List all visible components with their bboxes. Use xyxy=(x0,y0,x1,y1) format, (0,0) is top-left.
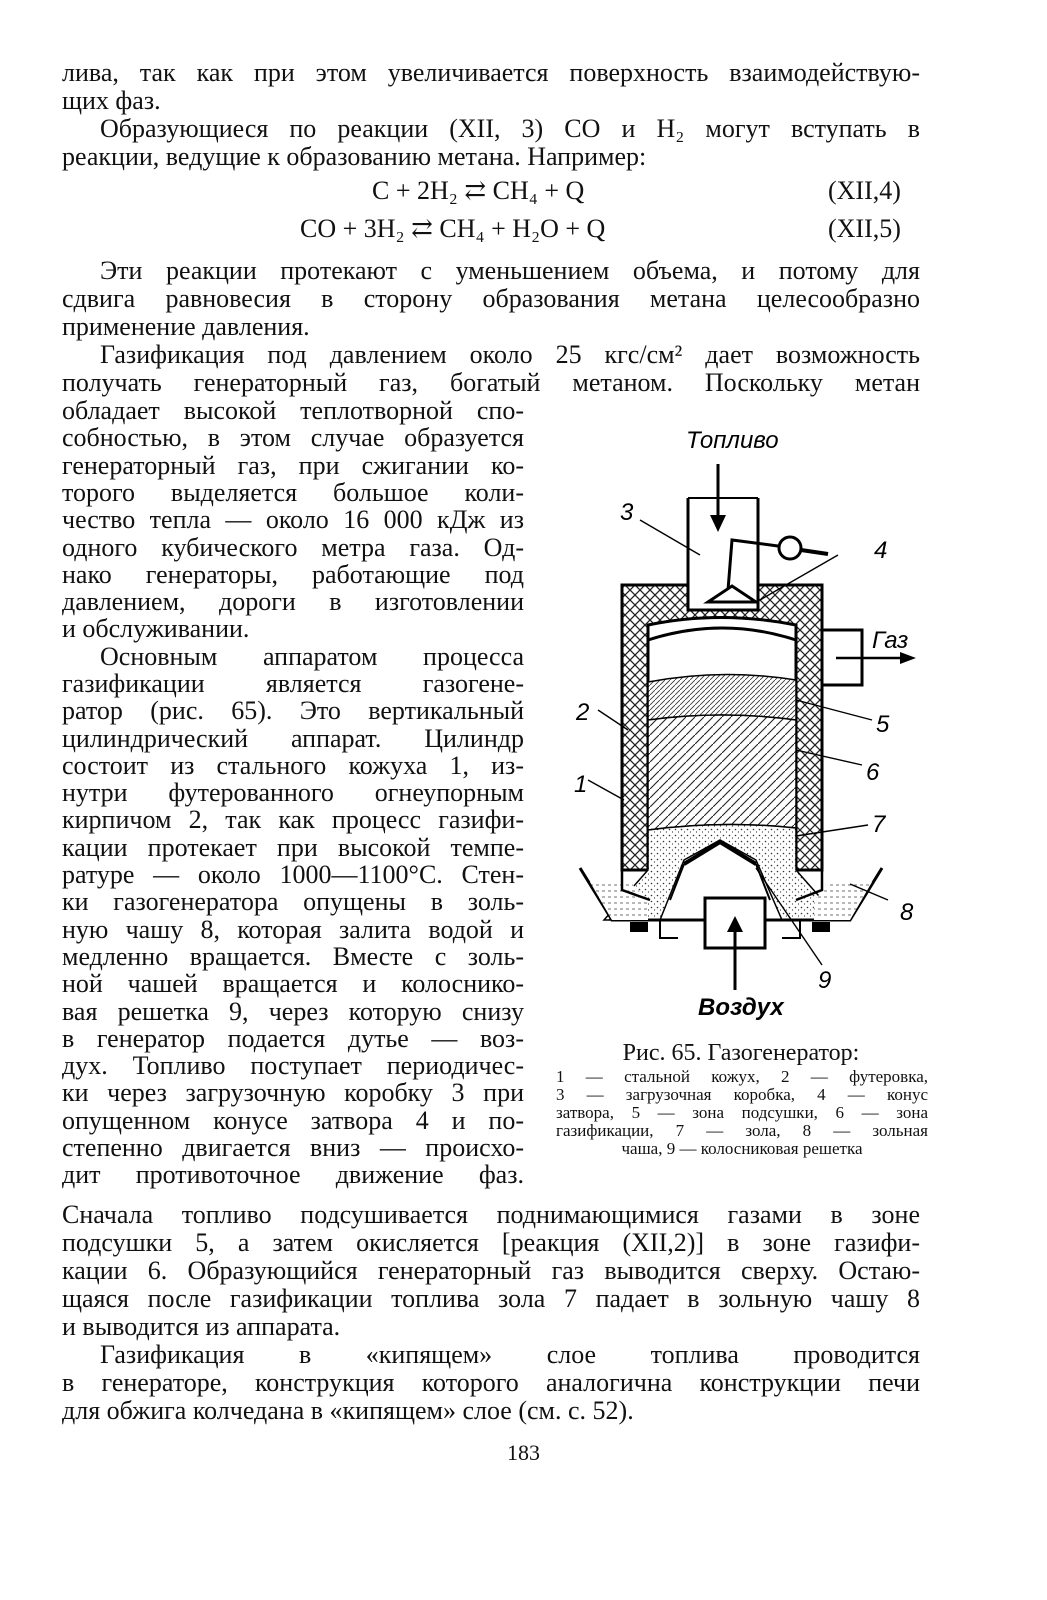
text-line: состоит из стального кожуха 1, из- xyxy=(62,751,524,780)
text-line: Сначала топливо подсушивается поднимающимися газами в зоне xyxy=(62,1200,920,1229)
text-line: и выводится из аппарата. xyxy=(62,1312,341,1341)
label-4: 4 xyxy=(874,537,888,564)
equation-2: CO + 3H₂ ⇄ CH₄ + H₂O + Q xyxy=(300,214,606,243)
text-line: вая решетка 9, через которую снизу xyxy=(62,997,524,1026)
text-line: применение давления. xyxy=(62,312,310,341)
figure-caption-line: 3 — загрузочная коробка, 4 — конус xyxy=(556,1085,928,1104)
text-line: для обжига колчедана в «кипящем» слое (см. с. 52). xyxy=(62,1396,634,1425)
text-line: Газификация под давлением около 25 кгс/см² дает возможность xyxy=(100,340,920,369)
text-line: кирпичом 2, так как процесс газифи- xyxy=(62,805,524,834)
text-line: реакции, ведущие к образованию метана. Например: xyxy=(62,142,647,171)
label-9: 9 xyxy=(818,967,832,994)
text-line: одного кубического метра газа. Од- xyxy=(62,533,524,562)
equation-1: C + 2H₂ ⇄ CH₄ + Q xyxy=(372,176,585,205)
text-line: ратуре — около 1000—1100°С. Стен- xyxy=(62,860,524,889)
gasification-zone xyxy=(648,715,796,830)
text-line: газификации является газогене- xyxy=(62,669,524,698)
text-line: ную чашу 8, которая залита водой и xyxy=(62,915,524,944)
label-5: 5 xyxy=(876,711,890,738)
text-line: Образующиеся по реакции (XII, 3) CO и H₂ могут вступать в xyxy=(100,114,920,143)
figure-caption-line: 1 — стальной кожух, 2 — футеровка, xyxy=(556,1067,928,1086)
figure-caption-line: затвора, 5 — зона подсушки, 6 — зона xyxy=(556,1103,928,1122)
text-line: ки газогенератора опущены в золь- xyxy=(62,887,524,916)
text-line: сдвига равновесия в сторону образования метана целесообразно xyxy=(62,284,920,313)
text-line: чество тепла — около 16 000 кДж из xyxy=(62,505,524,534)
label-3: 3 xyxy=(620,499,634,526)
page-number: 183 xyxy=(507,1440,540,1465)
text-line: медленно вращается. Вместе с золь- xyxy=(62,942,524,971)
fuel-arrow-head xyxy=(710,515,726,532)
text-line: ки через загрузочную коробку 3 при xyxy=(62,1078,524,1107)
text-line: давлением, дороги в изготовлении xyxy=(62,587,524,616)
text-line: кации протекает при высокой темпе- xyxy=(62,833,524,862)
text-line: в генераторе, конструкция которого аналогична конструкции печи xyxy=(62,1368,920,1397)
text-line: генераторный газ, при сжигании ко- xyxy=(62,451,524,480)
text-line: получать генераторный газ, богатый метаном. Поскольку метан xyxy=(62,368,920,397)
text-line: в генератор подается дутье — воз- xyxy=(62,1024,524,1053)
label-8: 8 xyxy=(900,899,914,926)
text-line: опущенном конусе затвора 4 и по- xyxy=(62,1106,524,1135)
text-line: цилиндрический аппарат. Цилиндр xyxy=(62,724,524,753)
gas-generator-figure xyxy=(560,420,940,1030)
text-line: Основным аппаратом процесса xyxy=(100,642,524,671)
gas-label: Газ xyxy=(872,627,909,654)
text-line: лива, так как при этом увеличивается поверхность взаимодействую- xyxy=(62,58,920,87)
text-line: ной чашей вращается и колоснико- xyxy=(62,969,524,998)
text-line: щаяся после газификации топлива зола 7 падает в зольную чашу 8 xyxy=(62,1284,920,1313)
text-line: дит противоточное движение фаз. xyxy=(62,1160,524,1189)
text-line: подсушки 5, а затем окисляется [реакция (XII,2)] в зоне газифи- xyxy=(62,1228,920,1257)
figure-caption-line: чаша, 9 — колосниковая решетка xyxy=(621,1139,863,1158)
text-line: степенно двигается вниз — происхо- xyxy=(62,1133,524,1162)
label-2: 2 xyxy=(576,699,590,726)
text-line: торого выделяется большое коли- xyxy=(62,478,524,507)
text-line: Газификация в «кипящем» слое топлива проводится xyxy=(100,1340,920,1369)
air-label: Воздух xyxy=(698,994,784,1021)
text-line: нутри футерованного огнеупорным xyxy=(62,778,524,807)
equation-number-1: (XII,4) xyxy=(828,176,901,205)
equation-number-2: (XII,5) xyxy=(828,214,901,243)
figure-caption-line: газификации, 7 — зола, 8 — зольная xyxy=(556,1121,928,1140)
label-6: 6 xyxy=(866,759,880,786)
figure-caption-title: Рис. 65. Газогенератор: xyxy=(622,1040,860,1066)
text-line: ратор (рис. 65). Это вертикальный xyxy=(62,696,524,725)
text-line: дух. Топливо поступает периодичес- xyxy=(62,1051,524,1080)
text-line: Эти реакции протекают с уменьшением объема, и потому для xyxy=(100,256,920,285)
text-line: и обслуживании. xyxy=(62,614,250,643)
label-7: 7 xyxy=(872,811,886,838)
text-line: кации 6. Образующийся генераторный газ выводится сверху. Остаю- xyxy=(62,1256,920,1285)
fuel-label: Топливо xyxy=(686,427,779,454)
text-line: обладает высокой теплотворной спо- xyxy=(62,396,524,425)
text-line: щих фаз. xyxy=(62,86,161,115)
text-line: собностью, в этом случае образуется xyxy=(62,423,524,452)
label-1: 1 xyxy=(574,771,588,798)
drying-zone xyxy=(648,674,796,720)
text-line: нако генераторы, работающие под xyxy=(62,560,524,589)
